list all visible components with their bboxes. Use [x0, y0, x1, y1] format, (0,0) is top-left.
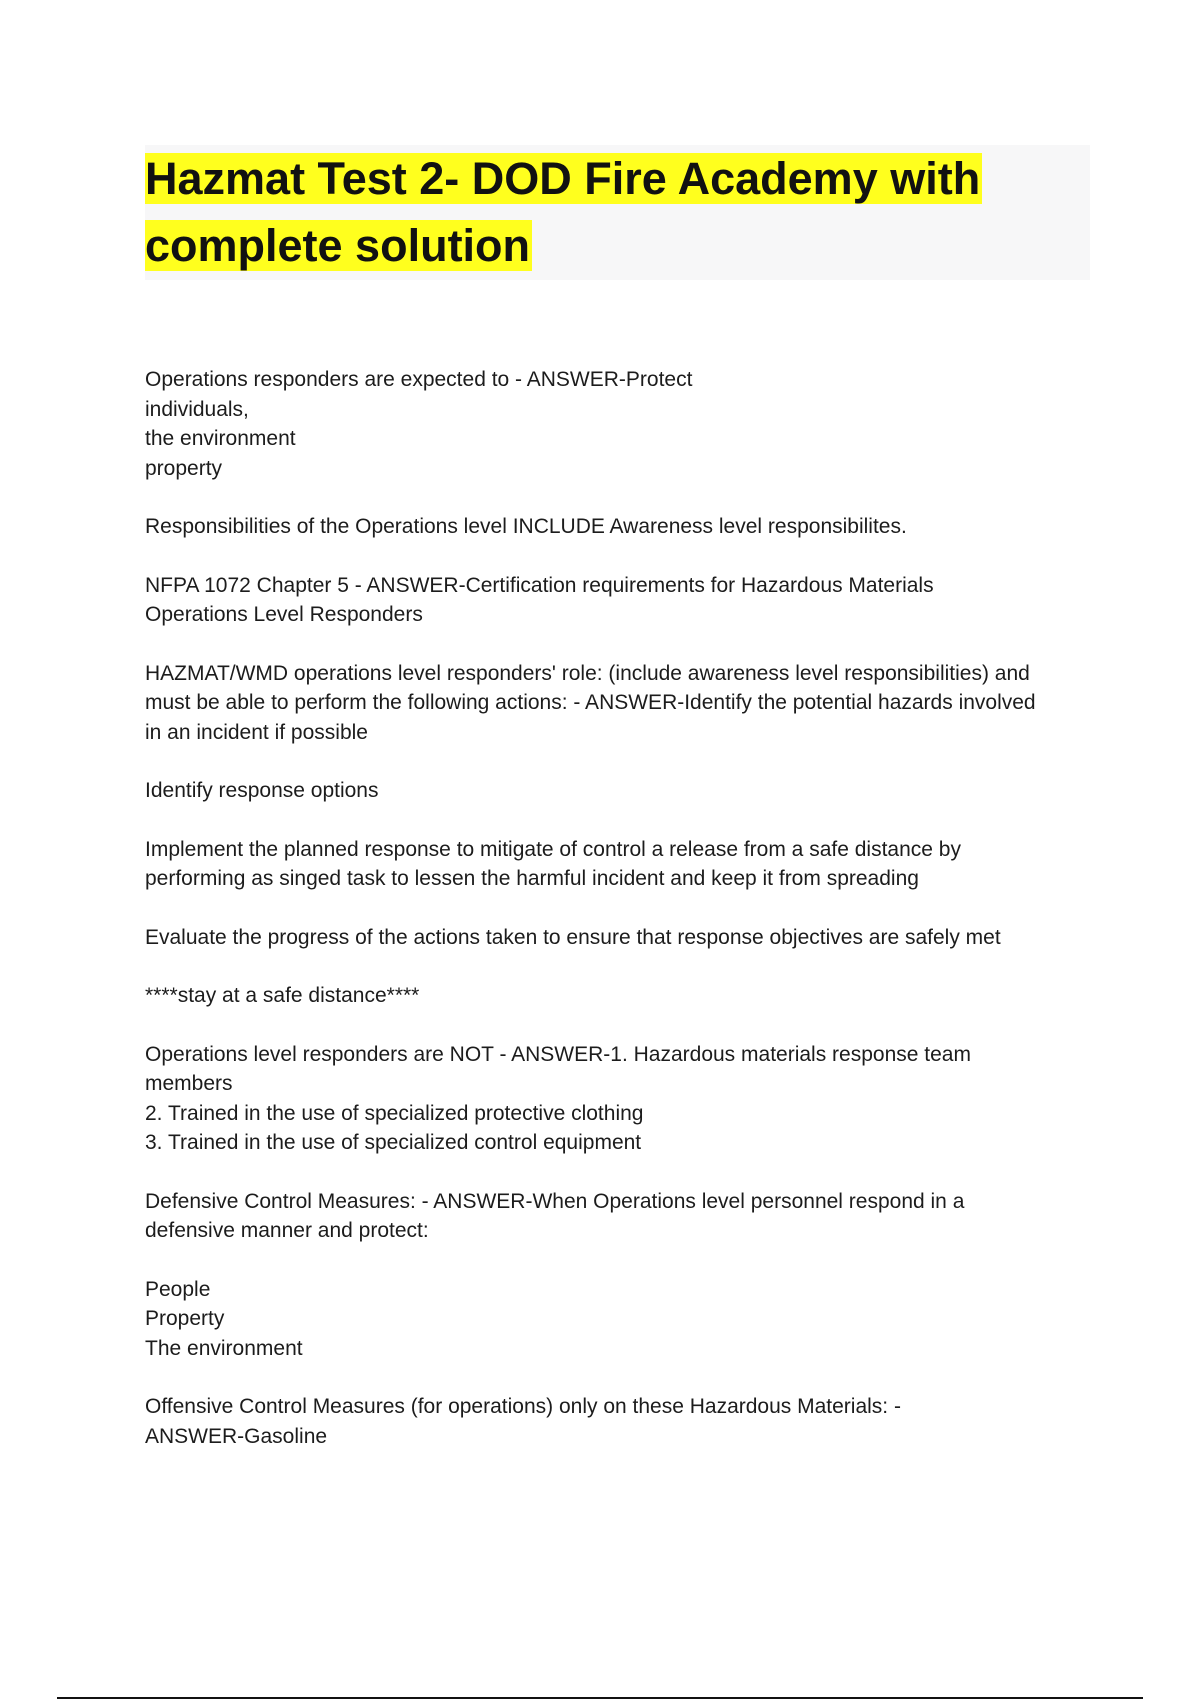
text-line: Identify response options — [145, 779, 379, 802]
text-line: People — [145, 1277, 211, 1301]
footer-divider — [57, 1697, 1143, 1699]
text-line: The environment — [145, 1336, 303, 1360]
text-line: members — [145, 1072, 233, 1095]
text-line: Implement the planned response to mitigate of control a release from a safe distance by — [145, 837, 961, 861]
document-title-text: Hazmat Test 2- DOD Fire Academy with complete solution — [145, 153, 981, 271]
text-line: Responsibilities of the Operations level INCLUDE Awareness level responsibilites. — [145, 515, 907, 538]
paragraph — [145, 365, 1095, 483]
paragraph — [145, 571, 1095, 630]
text-line: Evaluate the progress of the actions taken to ensure that response objectives are safely met — [145, 925, 1001, 949]
paragraph — [145, 1187, 1095, 1246]
document-title — [145, 145, 1090, 279]
text-line: Operations responders are expected to - ANSWER-Protect — [145, 368, 693, 391]
text-line: HAZMAT/WMD operations level responders' role: (include awareness level responsibilities) and — [145, 661, 1030, 685]
title-block — [145, 145, 1090, 280]
paragraph — [145, 835, 1095, 894]
text-line: 3. Trained in the use of specialized control equipment — [145, 1131, 642, 1154]
paragraph — [145, 776, 1095, 806]
paragraph — [145, 512, 1095, 542]
text-line: Operations level responders are NOT - ANSWER-1. Hazardous materials response team — [145, 1042, 971, 1066]
text-line: NFPA 1072 Chapter 5 - ANSWER-Certification requirements for Hazardous Materials — [145, 573, 934, 597]
text-line: the environment — [145, 427, 296, 450]
document-body — [145, 365, 1095, 1480]
paragraph — [145, 1392, 1095, 1451]
paragraph — [145, 659, 1095, 748]
text-line: Operations Level Responders — [145, 603, 423, 626]
text-line: in an incident if possible — [145, 720, 368, 744]
text-line: must be able to perform the following actions: - ANSWER-Identify the potential hazards involved — [145, 691, 1036, 714]
text-line: ****stay at a safe distance**** — [145, 984, 420, 1007]
text-line: individuals, — [145, 397, 249, 421]
text-line: Property — [145, 1307, 225, 1330]
paragraph — [145, 923, 1095, 953]
paragraph — [145, 1275, 1095, 1364]
text-line: ANSWER-Gasoline — [145, 1424, 328, 1448]
paragraph — [145, 1040, 1095, 1158]
text-line: performing as singed task to lessen the harmful incident and keep it from spreading — [145, 867, 919, 890]
text-line: Offensive Control Measures (for operations) only on these Hazardous Materials: - — [145, 1395, 901, 1418]
text-line: defensive manner and protect: — [145, 1219, 429, 1242]
text-line: Defensive Control Measures: - ANSWER-When Operations level personnel respond in a — [145, 1189, 965, 1213]
paragraph — [145, 981, 1095, 1011]
text-line: property — [145, 456, 223, 480]
text-line: 2. Trained in the use of specialized protective clothing — [145, 1101, 644, 1125]
